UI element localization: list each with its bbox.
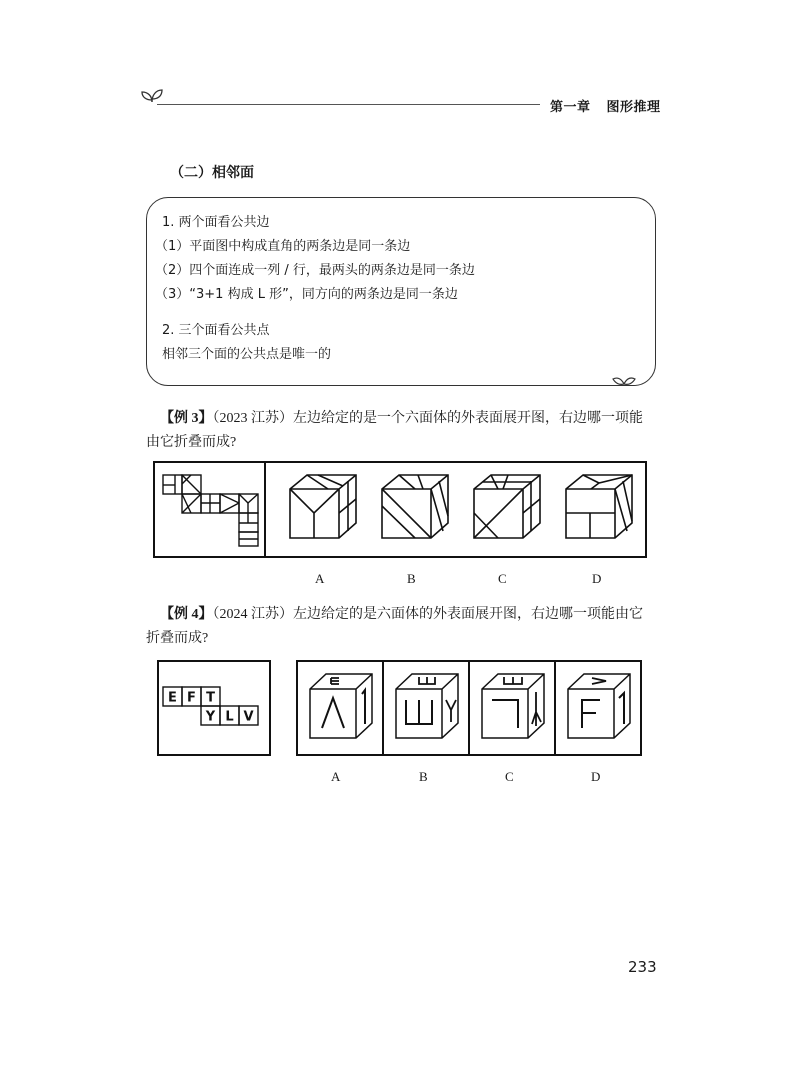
cube-option-d (568, 674, 630, 738)
net-letter-e: E (168, 690, 177, 706)
example-3-net (163, 475, 258, 546)
example-4-option-b-label: B (419, 769, 428, 784)
net-letter-f: F (187, 690, 196, 706)
example-3-figure (153, 461, 647, 558)
example-4-line-2: 折叠而成? (146, 631, 209, 646)
header-rule (157, 104, 540, 105)
net-letter-l: L (225, 709, 234, 725)
net-letter-y: Y (205, 709, 216, 725)
example-3-option-a-label: A (315, 571, 325, 586)
rule-item-1: （1）平面图中构成直角的两条边是同一条边 (155, 239, 411, 254)
rule-heading-1: 1. 两个面看公共边 (162, 215, 270, 230)
example-4-line-1: 【例 4】（2024 江苏）左边给定的是六面体的外表面展开图，右边哪一项能由它 (160, 607, 643, 622)
example-3-source: （2023 江苏） (212, 411, 293, 426)
cube-option-b (396, 674, 458, 738)
cube-option-a (290, 475, 356, 538)
example-3-tag: 【例 3】 (160, 411, 213, 426)
example-4-option-a-label: A (331, 769, 341, 784)
net-letter-v: V (243, 709, 254, 725)
rule-2-text: 相邻三个面的公共点是唯一的 (162, 347, 332, 362)
example-3-line-2: 由它折叠而成? (146, 435, 237, 450)
example-3-option-d-label: D (592, 571, 602, 586)
rule-item-2: （2）四个面连成一列 / 行，最两头的两条边是同一条边 (155, 263, 475, 278)
example-3-line-1: 【例 3】（2023 江苏）左边给定的是一个六面体的外表面展开图，右边哪一项能 (160, 411, 643, 426)
sprout-leaf-icon (612, 374, 636, 386)
example-3-option-b-label: B (407, 571, 416, 586)
example-4-option-d-label: D (591, 769, 601, 784)
section-title: （二）相邻面 (170, 165, 254, 181)
example-4-source: （2024 江苏） (212, 607, 293, 622)
page-number: 233 (628, 958, 657, 976)
example-4-net-figure (157, 660, 271, 756)
example-4-question (146, 603, 666, 651)
example-4-tag: 【例 4】 (160, 607, 213, 622)
cube-option-d (566, 475, 632, 538)
cube-option-c (474, 475, 540, 538)
chapter-title: 图形推理 (606, 100, 661, 115)
rule-item-3: （3）“3+1 构成 L 形”，同方向的两条边是同一条边 (155, 287, 458, 302)
sprout-leaf-icon (140, 82, 164, 106)
net-letter-t: T (206, 690, 215, 706)
chapter-number: 第一章 (550, 100, 591, 115)
example-4-option-c-label: C (505, 769, 514, 784)
cube-option-b (382, 475, 448, 538)
example-3-question (146, 407, 666, 455)
rule-box (146, 197, 656, 386)
running-header (550, 96, 661, 115)
example-3-option-c-label: C (498, 571, 507, 586)
cube-option-c (482, 674, 544, 738)
example-4-options-figure (296, 660, 642, 756)
cube-option-a (310, 674, 372, 738)
rule-heading-2: 2. 三个面看公共点 (162, 323, 270, 338)
